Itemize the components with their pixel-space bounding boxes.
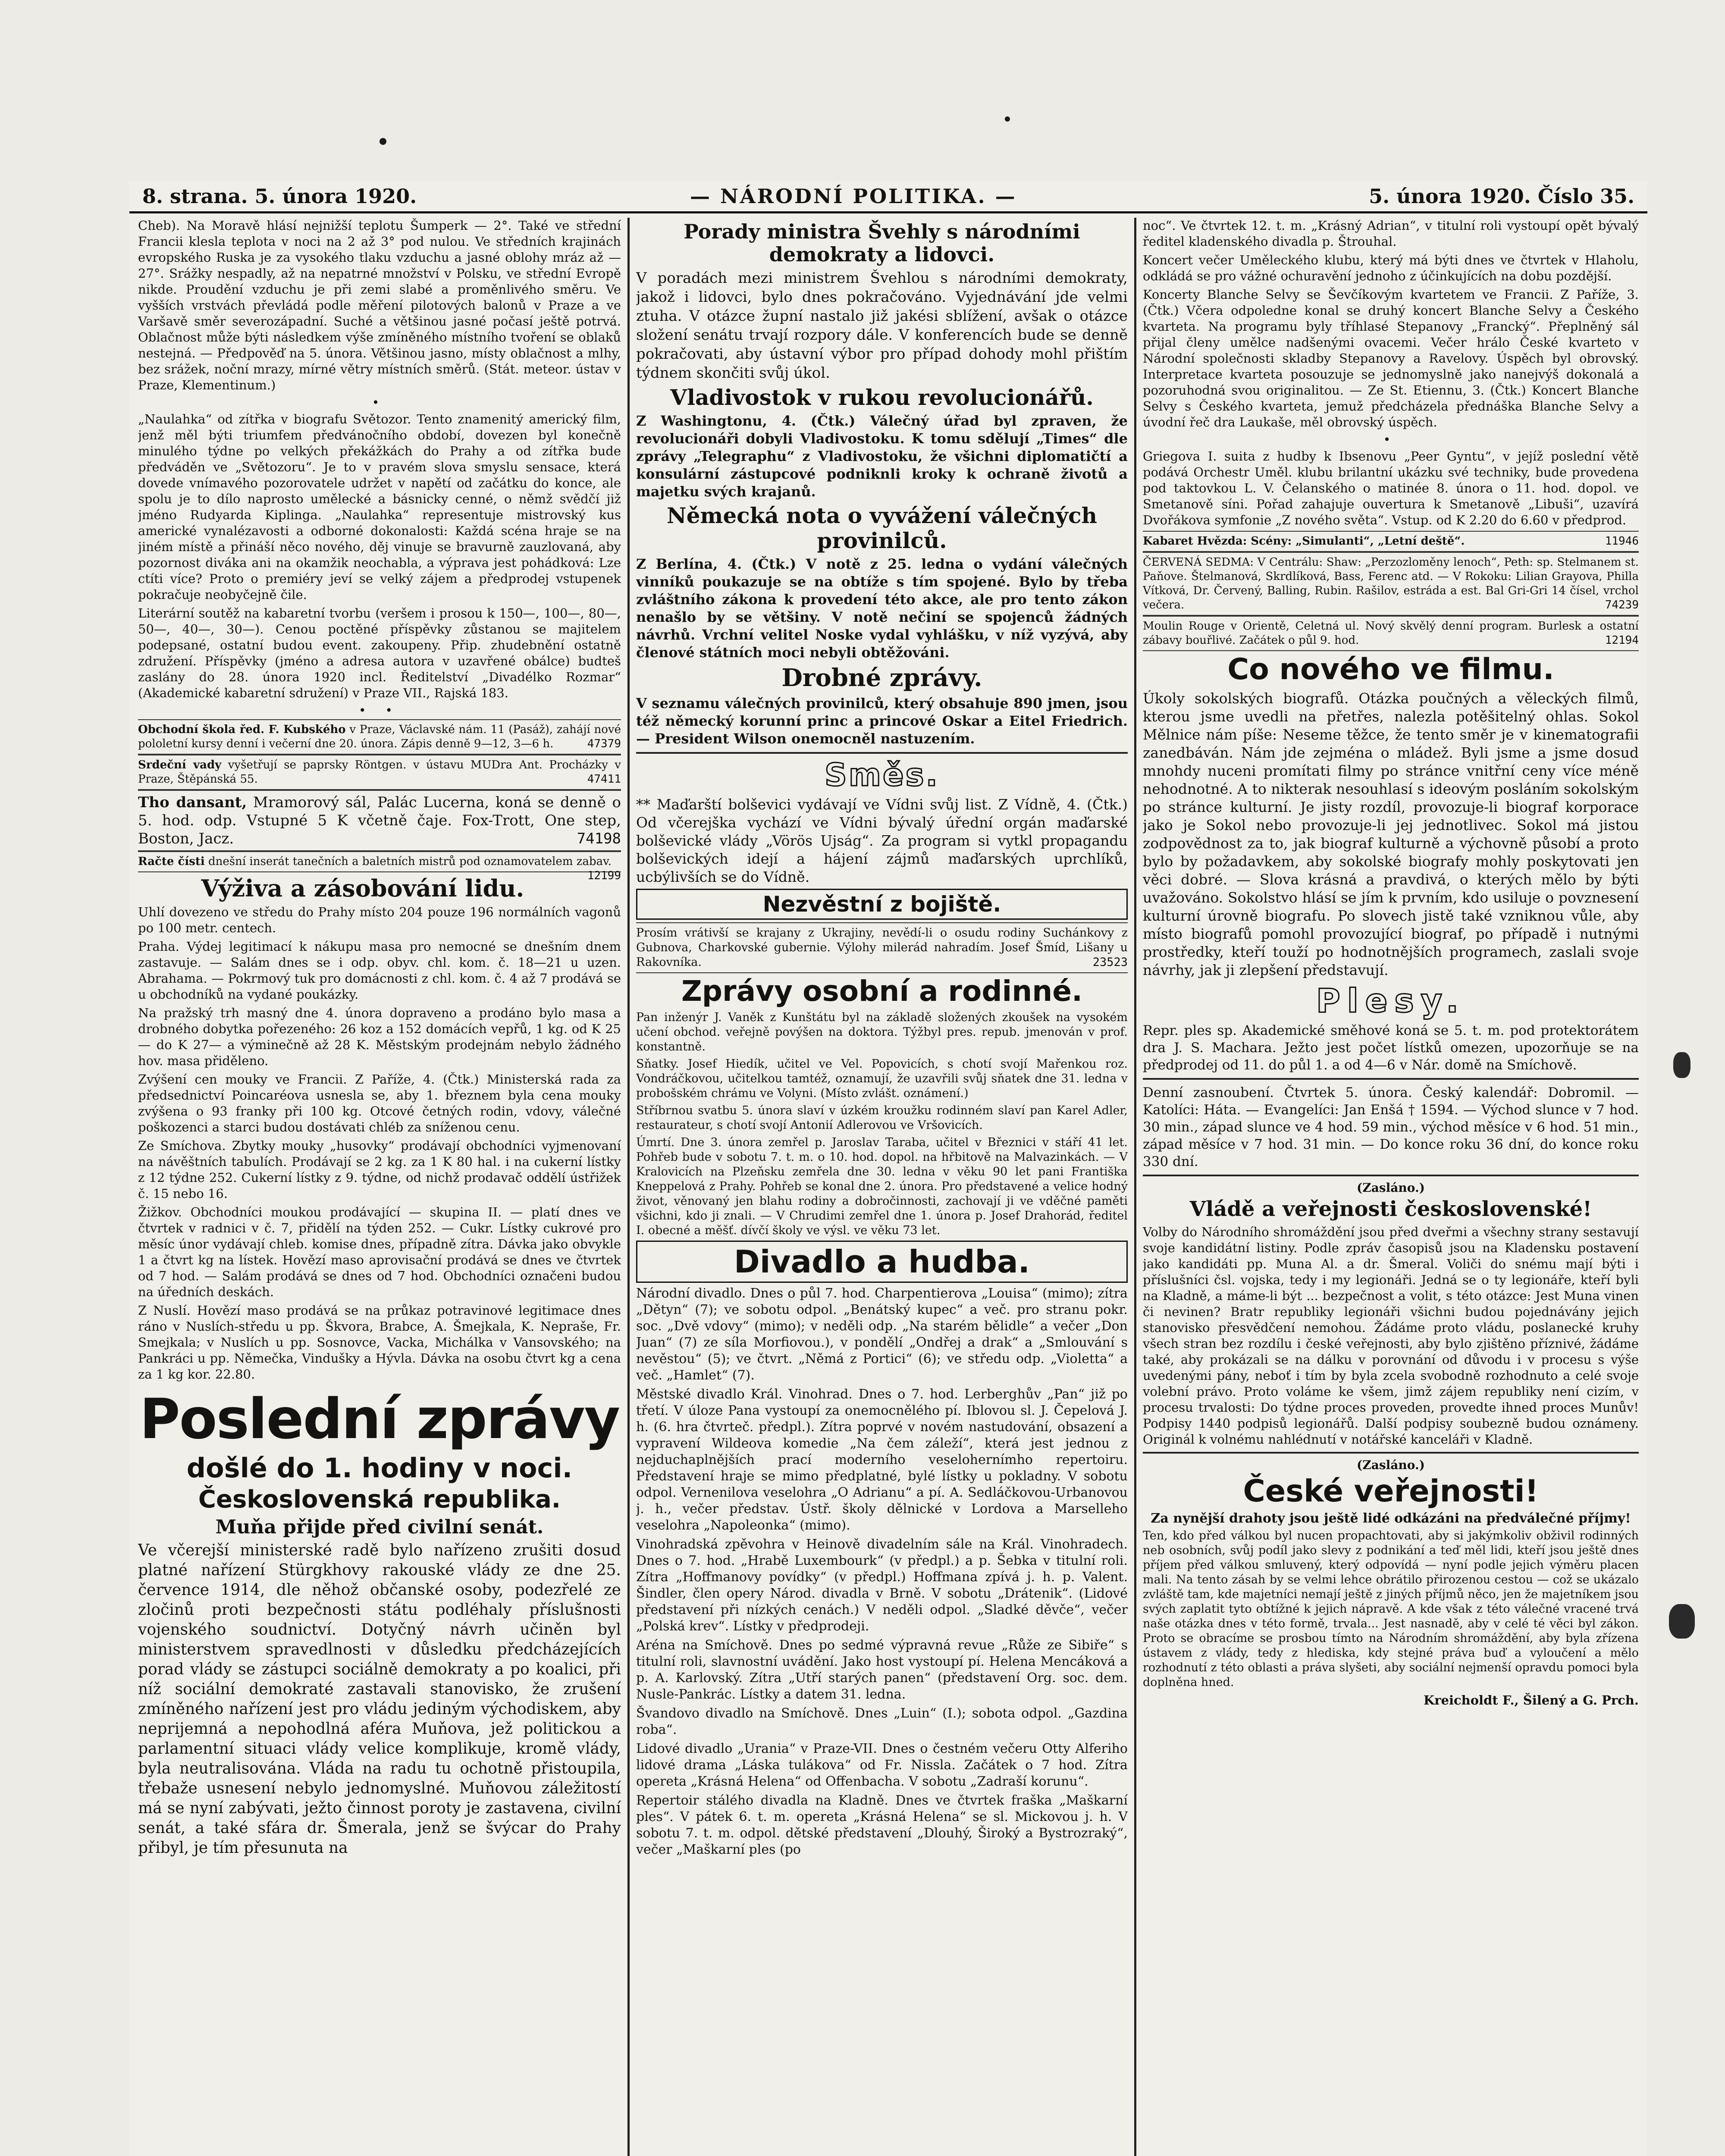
notice-umelecky-klub: Koncert večer Uměleckého klubu, který má býti dnes ve čtvrtek v Hlaholu, odkládá se pro vážné ochuravění jednoho z účinkujících na dobu pozdější. [1143, 253, 1639, 283]
vyziva-item: Praha. Výdej legitimací k nákupu masa pro nemocné se dnešním dnem zastavuje. — Salám dnes se i odp. obyv. chl. kom. č. 18—21 u uzen. Abrahama. — Pokrmový tuk pro domácnosti z chl. kom. č. 4 až 7 prodává se u obchodníků na vydané poukázky. [138, 939, 621, 1002]
divider [1143, 1452, 1639, 1454]
divider [636, 752, 1128, 754]
article-porady: V poradách mezi ministrem Švehlou s národními demokraty, jakož i lidovci, bylo dnes pokračováno. Vyjednávání jde velmi ztuha. V otázce župní nastalo již jakési sblížení, avšak o otázce složení senátu trvají rozpory dále. V konferencích bude se denně pokračovati, aby ústavní výbor pro případ dohody mohl přištím týdnem skončiti svůj úkol. [636, 269, 1128, 382]
osobni-item: Stříbrnou svatbu 5. února slaví v úzkém kroužku rodinném slaví pan Karel Adler, restaurateur, s chotí svojí Antonií Adlerovou ve Vršovicích. [636, 1104, 1128, 1132]
section-heading-vyziva: Výživa a zásobování lidu. [201, 874, 524, 902]
label-zaslano: (Zasláno.) [1357, 1457, 1425, 1472]
page-date-left: 8. strana. 5. února 1920. [142, 185, 417, 208]
article-muna: Ve včerejší ministerské radě bylo nařízeno zrušiti dosud platné nařízení Stürgkhovy rakouské vlády ze dne 25. července 1914, dle něhož občanské osoby, podezřelé ze zločinů proti bezpečnosti státu podléhaly příslušnosti vojenského soudnictví. Dotyčný návrh učiněn byl ministerstvem spravedlnosti v důsledku předcházejících porad vlády se zástupci sociálně demokraty a po koalici, při níž sociální demokraté zastavali stanovisko, že zrušení zmíněného nařízení jest pro vládu jediným východiskem, aby neprijemná a nepohodlná aféra Muňova, jež politickou a parlamentní situaci vlády velice komplikuje, kromě vlády, byla neutralisována. Vláda na radu tu ochotně přistoupila, třebaže usnesení nebylo jednomyslné. Muňovou záležitostí má se nyní zabývati, ježto činnost poroty je zastavena, civilní senát, a také sfára dr. Šmerala, jenž se švýcar do Prahy přibyl, je tím přesunuta na [138, 1542, 621, 1857]
ad-srdecni-vady: Srdeční vady vyšetřují se paprsky Röntgen. v ústavu MUDra Ant. Procházky v Praze, Štěpánská 55. 47411 [138, 755, 621, 790]
divadlo-item: Švandovo divadlo na Smíchově. Dnes „Luin“ (I.); sobota odpol. „Gazdina roba“. [636, 1706, 1128, 1738]
ad-obchodni-skola: Obchodní škola řed. F. Kubského v Praze, Václavské nám. 11 (Pasáž), zahájí nové pololetní kursy denní i večerní dne 20. února. Zápis denně 9—12, 3—6 h. 47379 [138, 719, 621, 755]
article-plesy: Repr. ples sp. Akademické směhové koná se 5. t. m. pod protektorátem dra J. S. Machara. Ježto jest počet lístků omezen, upozorňuje se na předprodej od 11. do půl 1. a od 4—6 v Nár. domě na Smíchově. [1143, 1023, 1639, 1073]
column-rule [627, 218, 630, 2156]
vyziva-item: Zvýšení cen mouky ve Francii. Z Paříže, 4. (Čtk.) Ministerská rada za předsednictví Poincaréova usnesla se, aby 1. březnem byla cena mouky zvýšena o 93 franky při 100 kg. Otcové četných rodin, vdovy, válečné poškozenci a starci budou dostávati chléb za sníženou cenu. [138, 1072, 621, 1135]
osobni-item: Úmrtí. Dne 3. února zemřel p. Jaroslav Taraba, učitel v Březnici v stáří 41 let. Pohřeb bude v sobotu 7. t. m. o 10. hod. dopol. na hřbitově na Malvazinkách. — V Kralovicích na Plzeňsku zemřela dne 30. ledna v věku 90 let pani Františka Kneppelová z Prahy. Pohřeb se konal dne 2. února. Pro představené a velice hodný život, věnovaný jen blahu rodiny a dobročinnosti, zachovají ji ve vděčné paměti všichni, kdo ji znali. — V Chrudimi zemřel dne 1. února p. Josef Drahorád, ředitel I. obecné a měšť. dívčí školy ve výsl. ve věku 73 let. [636, 1136, 1128, 1238]
separator: • [1383, 432, 1399, 447]
vyziva-item: Ze Smíchova. Zbytky mouky „husovky“ prodávají obchodníci vyjmenovaní na návěštních tabulích. Prodávají se 2 kg. za 1 K 80 hal. i na cukerní lístky z 12 týdne 252. Cukerní lístky z 9. týdne, od nichž prodavač oddělí ústřižek č. 15 nebo 16. [138, 1138, 621, 1201]
article-smes: ** Maďarští bolševici vydávají ve Vídni svůj list. Z Vídně, 4. (Čtk.) Od včerejška vychází ve Vídni bývalý úřední orgán maďarské bolševické vlády „Vörös Ujság“. Za program si vytkl propagandu bolševických idejí a hájení zájmů maďarských uprchlíků, ucbýlivších se do Vídně. [636, 796, 1128, 885]
headline-smes: Směs. [825, 756, 939, 793]
headline-porady: Porady ministra Švehly s národními demokraty a lidovci. [684, 220, 1080, 266]
vyziva-item: Na pražský trh masný dne 4. února dopraveno a prodáno bylo masa a drobného dobytka pořezeného: 26 koz a 152 domácích vepřů, 1 kg. od K 25— do K 27— a výminečně až 28 K. Městským prodejnám nebylo žádného hov. masa přiděleno. [138, 1006, 621, 1069]
divadlo-item: Vinohradská zpěvohra v Heinově divadelním sále na Král. Vinohradech. Dnes o 7. hod. „Hrabě Luxembourk“ (v předpl.) a p. Šebka v titulní roli. Zítra „Hoffmanovy povídky“ (v předpl.) Hoffmana zpívá j. h. p. Valent. Šindler, člen opery Národ. divadla v Brně. V sobotu „Drátenik“. (Lidové představení při nízkých cenách.) V neděli odpol. „Sladké děvče“, večer „Polská krev“. Lístky v předprodeji. [636, 1537, 1128, 1634]
article-ceske: Ten, kdo před válkou byl nucen propachtovati, aby si jakýmkoliv obživil rodinných neb osobních, svůj podíl jako slevy z podnikání a teď měl lidi, kteří jsou ještě dnes příjem před válkou smluvený, který odpovídá — nyní podle jejich výměru placen mali. Na tento zásah by se velmi lehce obrátilo přirozenou cestou — což se ukázalo zvláště tam, kde majetníci nemají ještě z jiných příjmů něco, jen že majetníkem jsou svých zaplatit tyto obtížné k jejich nápravě. A kde však z této válečné vracené trvá naše otázka dnes v této formě, trvala... Jest nasnadě, aby v celé té věci byl zákon. Proto se obracíme se prosbou tímto na Národním shromáždění, aby byla zřízena ústavem z vlády, tedy z hlediska, kdy stejné práva buď a vyloučení a mělo rozhodnutí z této oblasti a práva slyšeti, aby sociální nejmenší opravdu pomoci byla doplněna hned. [1143, 1529, 1639, 1689]
ad-moulin-rouge: Moulin Rouge v Orientě, Celetná ul. Nový skvělý denní program. Burlesk a ostatní zábavy bouřlivé. Začátek o půl 9. hod. 12194 [1143, 616, 1639, 651]
subheadline-posledni: došlé do 1. hodiny v noci. [186, 1452, 573, 1484]
column-rule [1134, 218, 1136, 2156]
vyziva-item: Z Nuslí. Hovězí maso prodává se na průkaz potravinové legitimace dnes ráno v Nuslích-středu u pp. Škvora, Brabce, A. Šmejkala, K. Nepraše, Fr. Smejkala; v Nuslích u pp. Sosnovce, Vacka, Michálka v Vansovského; na Pankráci u pp. Němečka, Vindušky a Hývla. Dávka na osobu čtvrt kg a cena za 1 kg kor. 22.80. [138, 1303, 621, 1382]
scan-mark [1673, 1052, 1690, 1078]
page-masthead [129, 181, 1647, 213]
divadlo-item: Městské divadlo Král. Vinohrad. Dnes o 7. hod. Lerberghův „Pan“ již po třetí. V úloze Pana vystoupí za onemocnělého pí. Iblovou sl. J. Čepelová J. h. (6. hra čtvrteč. předpl.). Zítra poprvé v novém nastudování, obsazení a vypravení Wildeova komedie „Na čem záleží“, která jest jednou z nejduchaplnějších prací moderního veselohernímho repertoiru. Představení hraje se mimo předplatné, bylé lístky u pokladny. V sobotu odpol. Vernenilova veselohra „O Adrianu“ a pí. A. Sedláčkovou-Urbanovou j. h., večer představ. Ústř. školy dělnické v Lordova a Marselleho veselohra „Napoleonka“ (mimo). [636, 1387, 1128, 1533]
article-kalendar: Denní zasnoubení. Čtvrtek 5. února. Český kalendář: Dobromil. — Katolíci: Háta. — Evangelíci: Jan Enšá † 1594. — Východ slunce v 7 hod. 30 min., západ slunce ve 4 hod. 59 min., východ měsíce v 6 hod. 51 min., západ měsíce v 7 hod. 31 min. — Do konce roku 36 dní, do konce roku 330 dní. [1143, 1085, 1639, 1170]
article-blanche-selva: Koncerty Blanche Selvy se Ševčíkovým kvartetem ve Francii. Z Paříže, 3. (Čtk.) Včera odpoledne konal se druhý koncert Blanche Selvy a Českého kvarteta. Na programu byly tříhlasé Stepanovy „Francký“. Přeplněný sál přijal členy umělce nadšenými ovacemi. Večer hrálo České kvarteto v Národní společnosti skladby Stepanovy a Ravelovy. Úspěch byl obrovský. Interpretace kvarteta posouzuje se jednomyslně jako nanejvýš dokonalá a pozoruhodná svou originalitou. — Ze St. Etiennu, 3. (Čtk.) Koncert Blanche Selvy s Českého kvarteta, jemuž předcházela přednáška Blanche Selvy a úvodní řeč dra Laukaše, měl obrovský úspěch. [1143, 287, 1639, 429]
scan-mark [1669, 1604, 1695, 1639]
ad-cervena-sedma: ČERVENÁ SEDMA: V Centrálu: Shaw: „Perzozloměny lenoch“, Peth: sp. Stelmanem st. Paňove. Štelmanová, Skrdlíková, Bass, Ferenc atd. — V Rokoku: Lilian Grayova, Philla Vítková, Dr. Červený, Balling, Rubin. Rašilov, estráda a est. Bal Gri-Gri 14 čísel, vrchol večera. 74239 [1143, 552, 1639, 616]
divider [1143, 1175, 1639, 1176]
article-naulahka: „Naulahka“ od zítřka v biografu Světozor. Tento znamenitý americký film, jenž měl býti triumfem předvánočního období, dovezen byl konečně minulého týdne po velkých překážkách do Prahy a od zítřka bude předváděn ve „Světozoru“. Je to v pravém slova smyslu sensace, která dovede vnímavého pozorovatele udržet v napětí od začátku do konce, ale spolu je to dílo naprosto umělecké a básnicky cenné, o němž svědčí již jméno Rudyarda Kiplinga. „Naulahka“ representuje mistrovský kus americké vynalézavosti a odborné dokonalosti: Každá scéna hraje se na jiném místě a přináší něco nového, děj vinuje se bravurně zauzlovaná, aby pozornost diváka ani na okamžik neochabla, a výprava jest pohádková: Lze ctíti více? Proto o premiéry jeví se velký zájem a předprodej vstupenek pokračuje neobyčejně čile. [138, 412, 621, 602]
separator: • • [359, 703, 400, 718]
subheadline-republika: Československá republika. [198, 1485, 561, 1514]
headline-posledni-zpravy: Poslední zprávy [139, 1387, 620, 1452]
article-griegova-suita: Griegova I. suita z hudby k Ibsenovu „Peer Gyntu“, v jejíž poslední větě podává Orchestr Uměl. klubu brilantní ukázku své techniky, bude provedena pod taktovkou L. V. Čelanského o matinée 8. února o 11. hod. dopol. ve Smetanově síni. Pořad zahajuje ouvertura k Smetanově „Libuši“, uzavírá Dvořákova symfonie „Z nového světa“. Vstup. od K 2.20 do 6.60 v předprod. [1143, 449, 1639, 527]
divider [1143, 1078, 1639, 1080]
label-zaslano: (Zasláno.) [1357, 1181, 1425, 1195]
article-vladivostok: Z Washingtonu, 4. (Čtk.) Válečný úřad byl zpraven, že revolucionáři dobyli Vladivostoku. K tomu sdělují „Times“ dle zprávy „Telegraphu“ z Vladivostoku, že všichni diplomatičtí a konsulární zástupcové podniknli kroky k ochraně životů a majetku svých krajanů. [636, 413, 1128, 500]
notice-literary-contest: Literární soutěž na kabaretní tvorbu (veršem i prosou k 150—, 100—, 80—, 50—, 40—, 30—). Cenou poctěné příspěvky zůstanou se majitelem podepsané, ostatní budou event. zakoupeny. Přip. zhudebnění ostatně združení. Příspěvky (jméno a adresa autora v uzavřené obálce) budteš zaslány do 28. února 1920 incl. Ředitelství „Divadélko Rozmar“ (Akademické kabaretní sdružení) v Praze VII., Rajská 183. [138, 606, 621, 700]
vyziva-item: Uhlí dovezeno ve středu do Prahy místo 204 pouze 196 normálních vagonů po 100 metr. centech. [138, 905, 621, 936]
punch-hole [380, 138, 386, 145]
separator: • [372, 395, 387, 410]
signature-line: Kreicholdt F., Šilený a G. Prch. [1424, 1693, 1639, 1708]
osobni-item: Pan inženýr J. Vaněk z Kunštátu byl na základě složených zkoušek na vysokém učení obchod. veřejně povýšen na doktora. Týžbyl pres. repub. jmenován v prof. konstantně. [636, 1011, 1128, 1054]
article-nemecka-nota: Z Berlína, 4. (Čtk.) V notě z 25. ledna o vydání válečných vinníků poukazuje se na obtíže s tím spojené. Bylo by třeba zvláštního zákona k provedení této akce, ale pro tento zákon nenašlo by se většiny. V notě nečiní se spojenců žádných návrhů. Vrchní velitel Noske vydal vyhlášku, v níž vyzývá, aby členové státních moci nebyli obtěžováni. [636, 556, 1128, 661]
headline-plesy: Plesy. [1316, 981, 1465, 1020]
column-3 [1143, 218, 1639, 2156]
headline-vladivostok: Vladivostok v rukou revolucionářů. [670, 384, 1094, 410]
column-1 [138, 218, 621, 2156]
headline-zpravy-osobni: Zprávy osobní a rodinné. [681, 974, 1083, 1008]
newspaper-name: — NÁRODNÍ POLITIKA. — [690, 185, 1017, 208]
notice-nezvestni: Prosím vrátivší se krajany z Ukrajiny, nevědí-li o osudu rodiny Suchánkovy z Gubnova, Charkovské gubernie. Výlohy milerád nahradím. Josef Šmíd, Lišany u Rakovníka. 23523 [636, 922, 1128, 973]
vyziva-item: Žižkov. Obchodníci moukou prodávající — skupina II. — platí dnes ve čtvrtek v radnici v č. 7, přidělí na týden 252. — Cukr. Lístky cukrové pro měsíc únor vydávají chleb. komise dnes, případně zítra. Dávka jako obvykle 1 a čtvrt kg na lístek. Hovězí maso aprovisační prodává se dnes ve čtvrtek od 7 hod. — Salám prodává se dnes od 7 hod. Obchodníci označeni budou na úředních deskách. [138, 1205, 621, 1300]
headline-vlade-a-verejnosti: Vládě a veřejnosti československé! [1189, 1197, 1592, 1222]
weather-report: Cheb). Na Moravě hlásí nejnižší teplotu Šumperk — 2°. Také ve střední Francii klesla teplota v noci na 2 až 3° pod nulou. Ve středních krajinách evropského Ruska je za vysokého tlaku vzduchu a jasné oblohy mráz až — 27°. Srážky nespadly, až na nepatrné množství v Polsku, ve střední Evropě nikde. Proudění vzduchu je při zemi slabé a proměnlivého směru. Ve vyšších vrstvách převládá podle měření pilotových balonů v Praze a ve Varšavě směr severozápadní. Suché a většinou jasné počasí ještě potrvá. Oblačnost může býti následkem výše zmíněného místního tvoření se oblaků nestejná. — Předpověď na 5. února. Většinou jasno, místy oblačnost a mlhy, bez srážek, noční mrazy, mírné větry místních směrů. (Stát. meteor. ústav v Praze, Klementinum.) [138, 218, 621, 392]
article-drobne-zpravy: V seznamu válečných provinilců, který obsahuje 890 jmen, jsou též německý korunní princ a princové Oskar a Eitel Friedrich. — President Wilson onemocněl nastuzením. [636, 695, 1128, 747]
divadlo-item: Lidové divadlo „Urania“ v Praze-VII. Dnes o čestném večeru Otty Alferiho lidové drama „Láska tulákova“ od Fr. Nissla. Začátek o 7 hod. Zítra opereta „Krásná Helena“ od Offenbacha. V sobotu „Zadraší korunu“. [636, 1741, 1128, 1789]
newspaper-page [129, 181, 1647, 2156]
column-2 [636, 218, 1128, 2156]
headline-ceske-verejnosti: České veřejnosti! [1243, 1473, 1539, 1509]
article-heading-muna: Muňa přijde před civilní senát. [215, 1516, 544, 1538]
ad-racte-cisti: Račte čísti dnešní inserát tanečních a baletních mistrů pod oznamovatelem zabav. 12199 [138, 851, 621, 872]
punch-hole [1005, 116, 1010, 122]
divadlo-item: Repertoir stálého divadla na Kladně. Dnes ve čtvrtek fraška „Maškarní ples“. V pátek 6. t. m. opereta „Krásná Helena“ se sl. Mickovou j. h. V sobotu 7. t. m. odpol. dětské představení „Dlouhý, Široký a Bystrozraký“, večer „Maškarní ples (po [636, 1793, 1128, 1858]
divadlo-item: Národní divadlo. Dnes o půl 7. hod. Charpentierova „Louisa“ (mimo); zítra „Dětyn“ (7); ve sobotu odpol. „Benátský kupec“ a več. pro stranu pokr. soc. „Dvě vdovy“ (mimo); v neděli odp. „Na starém bělidle“ a večer „Don Juan“ (7) ze síla Morfiovou.), v pondělí „Ondřej a drak“ a „Smlouvání s nevěstou“ (5); ve čtvrt. „Němá z Portici“ (6); ve středu odp. „Violetta“ a več. „Hamlet“ (7). [636, 1286, 1128, 1383]
headline-drobne-zpravy: Drobné zprávy. [781, 664, 982, 693]
subheadline-ceske: Za nynější drahoty jsou ještě lidé odkázáni na předválečné příjmy! [1151, 1510, 1631, 1526]
article-film: Úkoly sokolských biografů. Otázka poučných a věleckých filmů, kterou jsme uvedli na přetřes, nalezla potěšitelný ohlas. Sokol Mělnice nám píše: Neseme těžce, že tento směr je v kinematografii zanedbáván. Nám jde zejména o mládež. Byli jsme a jsme dosud mnohdy nuceni promítati filmy po stránce vnitřní ceny více méně nehodnotné. A to nikterak nesouhlasí s ideovým posláním sokolským po stránce kulturní. Je jisty rozdíl, provozuje-li biograf korporace jako je Sokol nebo provozuje-li jej jednotlivec. Sokol má jistou zodpovědnost za to, jak biograf kulturně a výchovně působí a proto bylo by požadavkem, aby sokolské biografy mohly poskytovati jen věci dobré. — Slova krásná a pravdivá, o kterých mělo by býti uvažováno. Sokolstvo hlásí se jím k prvním, kdo usiluje o povznesení kulturní úrovně biografu. Po slovech jistě také vzniknou vůle, aby místo biografů pomohl provozující biograf, po případě i nutnými prostředky, kteří touží po hodnotnějších programech, zaslali svoje návrhy, jak ji zlepšení představují. [1143, 689, 1639, 978]
osobni-item: Sňatky. Josef Hiedík, učitel ve Vel. Popovicích, s chotí svojí Mařenkou roz. Vondráčkovou, učitelkou tamtéž, oznamují, že uzavřili svůj sňatek dne 31. ledna v probošském chrámu ve Volyni. (Místo zvlášt. oznámení.) [636, 1057, 1128, 1100]
issue-number: 5. února 1920. Číslo 35. [1369, 185, 1634, 208]
headline-co-noveho-ve-filmu: Co nového ve filmu. [1227, 652, 1554, 686]
headline-nezvestni: Nezvěstní z bojiště. [636, 889, 1128, 920]
headline-nemecka-nota: Německá nota o vyvážení válečných provinilců. [667, 503, 1097, 553]
article-kladno-continued: noc“. Ve čtvrtek 12. t. m. „Krásný Adrian“, v titulní roli vystoupí opět bývalý ředitel kladenského divadla p. Štrouhal. [1143, 218, 1639, 249]
ad-kabaret-hvezda: Kabaret Hvězda: Scény: „Simulanti“, „Letní deště“. 11946 [1143, 531, 1639, 552]
ad-the-dansant: Tho dansant, Mramorový sál, Palác Lucerna, koná se denně o 5. hod. odp. Vstupné 5 K včetně čaje. Fox-Trott, One step, Boston, Jacz. 74198 [138, 790, 621, 851]
divadlo-item: Aréna na Smíchově. Dnes po sedmé výpravná revue „Růže ze Sibiře“ s titulní roli, slavnostní uvádění. Jako host vystoupí pí. Helena Mencáková a p. A. Karlovský. Zítra „Utří starých panen“ (představení Org. soc. dem. Nusle-Pankrác. Lístky a datem 31. ledna. [636, 1638, 1128, 1702]
headline-divadlo-hudba: Divadlo a hudba. [636, 1241, 1128, 1283]
article-vlade: Volby do Národního shromáždění jsou před dveřmi a všechny strany sestavují svoje kandidátní listiny. Podle zpráv časopisů jsou na Kladensku postavení jako kandidáti pp. Muna Al. a dr. Šmeral. Voliči do snému mají býti i příslušníci čsl. vojska, tedy i my legionáři. Jedná se o ty legionáře, kteří byli na Kladně, a máme-li být ... bezpečnost a volit, s této otázce: Jest Muna vinen či nevinen? Bratr republiky legionáři všichni budou pojednávány jejich stanovisko přesvědčení nemohou. Žádáme proto vládu, poslanecké kruhy všech stran bez rozdílu i české veřejnosti, aby bylo zjištěno příznivé, žádáme také, aby prokázali se na dálku v porovnání od důvodu i v procesu s výše uvedenými pány, neboť i tím by byla zcela svobodně rozhodnuto a celé svoje volební právo. Proto voláme ke všem, jimž zájem republiky není cizím, v procesu trvalosti: Do týdne proces proveden, provedte ihned proces Munův! Podpisy 1440 podpisů legionářů. Další podpisy soubezně budou oznámeny. Originál k volnému nahlédnutí v notářské kanceláři v Kladně. [1143, 1224, 1639, 1447]
